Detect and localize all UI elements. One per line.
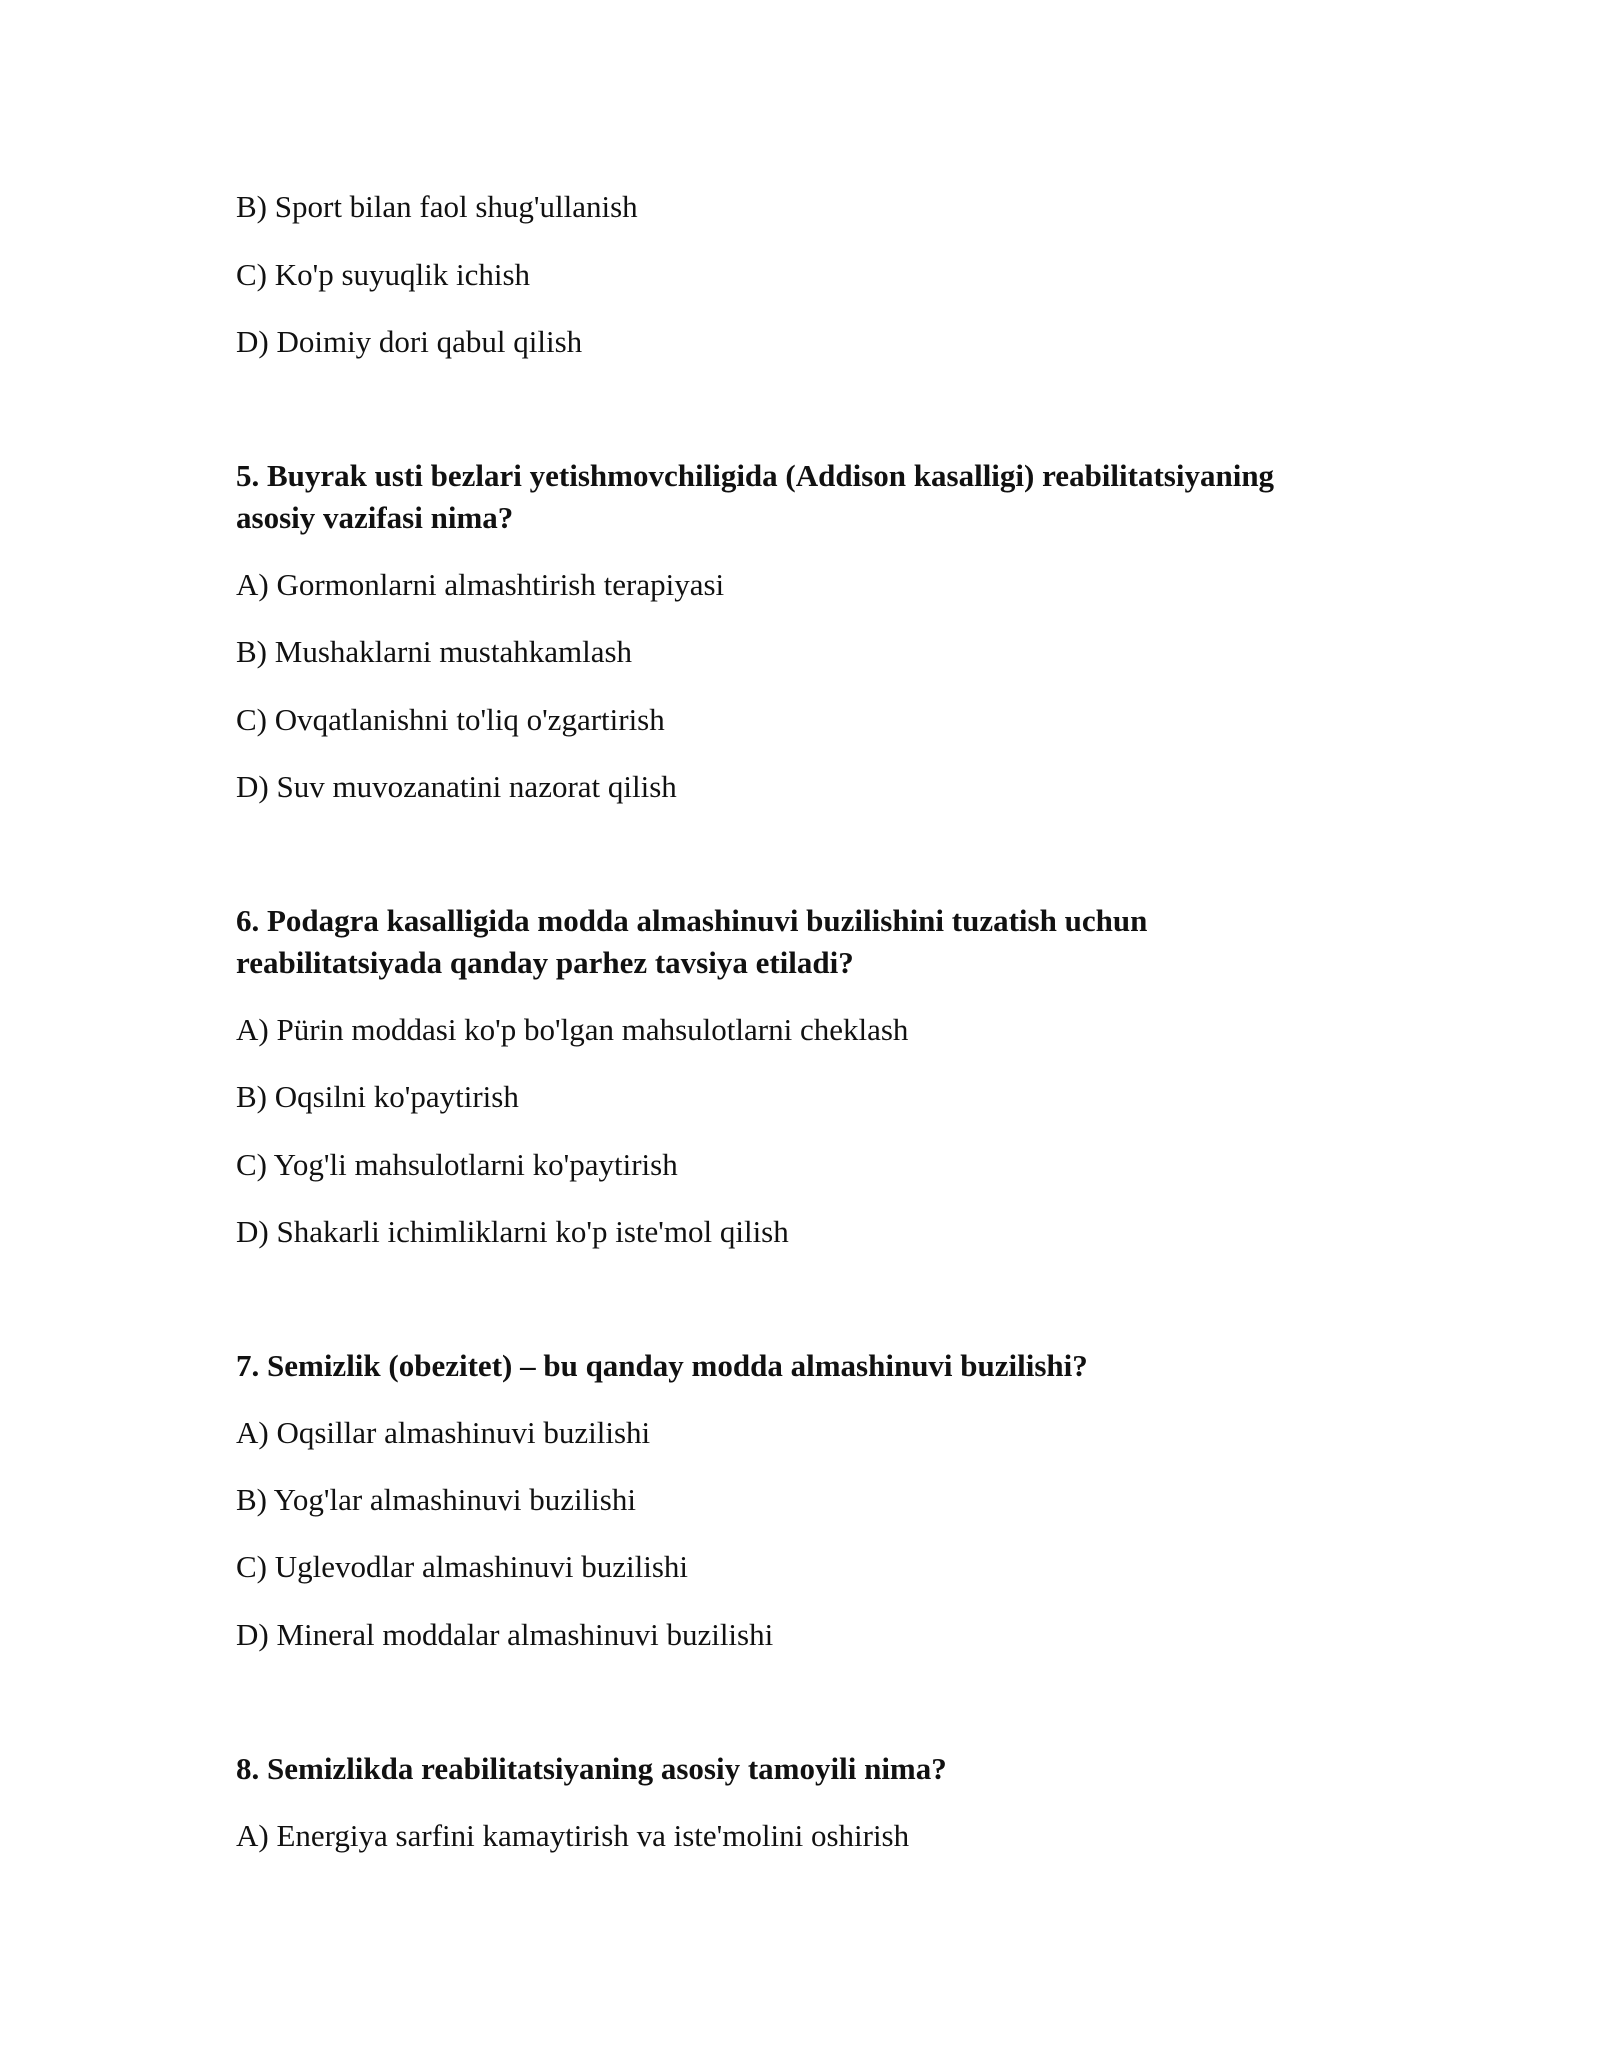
question-5-title-line-2: asosiy vazifasi nima? — [236, 500, 514, 535]
option-6b: B) Oqsilni ko'paytirish — [236, 1079, 519, 1114]
option-4b: B) Sport bilan faol shug'ullanish — [236, 189, 638, 224]
option-6c: C) Yog'li mahsulotlarni ko'paytirish — [236, 1147, 678, 1182]
option-7d: D) Mineral moddalar almashinuvi buzilishi — [236, 1617, 774, 1652]
option-7b: B) Yog'lar almashinuvi buzilishi — [236, 1482, 636, 1517]
question-6-title-line-2: reabilitatsiyada qanday parhez tavsiya etiladi? — [236, 945, 854, 980]
question-8-title: 8. Semizlikda reabilitatsiyaning asosiy tamoyili nima? — [236, 1751, 947, 1786]
option-5c: C) Ovqatlanishni to'liq o'zgartirish — [236, 702, 665, 737]
option-5a: A) Gormonlarni almashtirish terapiyasi — [236, 567, 725, 602]
option-8a: A) Energiya sarfini kamaytirish va iste'molini oshirish — [236, 1818, 910, 1853]
option-6d: D) Shakarli ichimliklarni ko'p iste'mol qilish — [236, 1214, 789, 1249]
question-5-title-line-1: 5. Buyrak usti bezlari yetishmovchiligida (Addison kasalligi) reabilitatsiyaning — [236, 458, 1275, 493]
option-5d: D) Suv muvozanatini nazorat qilish — [236, 769, 677, 804]
question-6-title-line-1: 6. Podagra kasalligida modda almashinuvi buzilishini tuzatish uchun — [236, 903, 1148, 938]
option-4d: D) Doimiy dori qabul qilish — [236, 324, 583, 359]
option-5b: B) Mushaklarni mustahkamlash — [236, 634, 633, 669]
option-7c: C) Uglevodlar almashinuvi buzilishi — [236, 1549, 689, 1584]
option-6a: A) Pürin moddasi ko'p bo'lgan mahsulotlarni cheklash — [236, 1012, 909, 1047]
option-7a: A) Oqsillar almashinuvi buzilishi — [236, 1415, 651, 1450]
question-7-title: 7. Semizlik (obezitet) – bu qanday modda almashinuvi buzilishi? — [236, 1348, 1088, 1383]
option-4c: C) Ko'p suyuqlik ichish — [236, 257, 531, 292]
